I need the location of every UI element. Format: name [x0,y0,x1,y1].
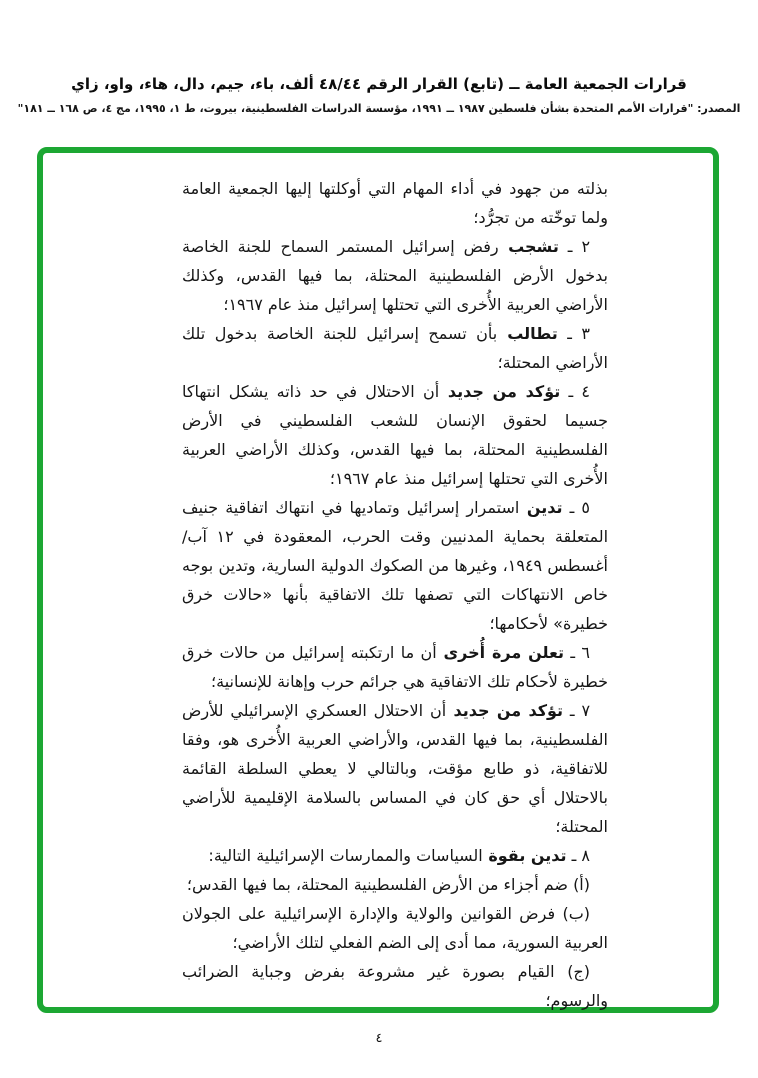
paragraph-text: السياسات والممارسات الإسرائيلية التالية: [208,846,483,865]
body-paragraph [182,899,608,957]
body-paragraph [182,696,608,841]
paragraph-text: أن ما ارتكبته إسرائيل من حالات خرق خطيرة لأحكام تلك الاتفاقية هي جرائم حرب وإهانة للإنسانية؛ [182,643,608,691]
body-paragraph [182,638,608,696]
paragraph-lead: تدين [519,498,563,517]
paragraph-number: ٣ ـ [557,324,591,343]
paragraph-number: ٨ ـ [566,846,590,865]
paragraph-text: (ب) فرض القوانين والولاية والإدارة الإسرائيلية على الجولان العربية السورية، مما أدى إلى الضم الفعلي لتلك الأراضي؛ [182,904,608,952]
source-citation: المصدر: "قرارات الأمم المتحدة بشأن فلسطين ١٩٨٧ ــ ١٩٩١، مؤسسة الدراسات الفلسطينية، بيروت، ط ١، ١٩٩٥، مج ٤، ص ١٦٨ ــ ١٨١" [17,102,741,115]
paragraph-text: (ج) القيام بصورة غير مشروعة بفرض وجباية الضرائب والرسوم؛ [182,962,608,1010]
paragraph-lead: تشجب [498,237,559,256]
paragraph-lead: تدين بقوة [482,846,567,865]
paragraph-lead: تطالب [497,324,558,343]
paragraph-lead: تؤكد من جديد [446,701,564,720]
paragraph-text: رفض إسرائيل المستمر السماح للجنة الخاصة بدخول الأرض الفلسطينية المحتلة، بما فيها القدس، وكذلك الأراضي العربية الأُخرى التي تحتلها إسرائيل منذ عام ١٩٦٧؛ [182,237,608,314]
body-paragraph [182,870,608,899]
body-paragraph [182,957,608,1015]
paragraph-number: ٢ ـ [558,237,591,256]
paragraph-text: أن الاحتلال العسكري الإسرائيلي للأرض الفلسطينية، بما فيها القدس، والأراضي العربية الأُخرى هو، وفقا للاتفاقية، ذو طابع مؤقت، وبالتالي لا يعطي السلطة القائمة بالاحتلال أي حق كان في المساس بالسلامة الإقليمية للأراضي المحتلة؛ [182,701,608,836]
body-paragraph [182,493,608,638]
body-paragraph [182,319,608,377]
body-paragraph [182,232,608,319]
paragraph-number: ٥ ـ [562,498,591,517]
paragraph-lead: تؤكد من جديد [439,382,561,401]
paragraph-text: استمرار إسرائيل وتماديها في انتهاك اتفاقية جنيف المتعلقة بحماية المدنيين وقت الحرب، المعقودة في ١٢ آب/أغسطس ١٩٤٩، وغيرها من الصكوك الدولية السارية، وتدين بوجه خاص الانتهاكات التي تصفها تلك الاتفاقية بأنها «حالات خرق خطيرة» لأحكامها؛ [182,498,609,633]
body-paragraph [182,174,608,232]
paragraph-number: ٦ ـ [564,643,590,662]
paragraph-text: (أ) ضم أجزاء من الأرض الفلسطينية المحتلة، بما فيها القدس؛ [186,875,590,894]
body-paragraph [182,841,608,870]
paragraph-text: بأن تسمح إسرائيل للجنة الخاصة بدخول تلك الأراضي المحتلة؛ [182,324,608,372]
page-number: ٤ [375,1031,383,1046]
paragraph-text: بذلته من جهود في أداء المهام التي أوكلتها إليها الجمعية العامة ولما توخّته من تجرُّد؛ [182,179,608,227]
paragraph-lead: تعلن مرة أُخرى [436,643,565,662]
document-body [182,174,608,1015]
paragraph-number: ٧ ـ [563,701,591,720]
page-title: قرارات الجمعية العامة ــ (تابع) القرار الرقم ٤٨/٤٤ ألف، باء، جيم، دال، هاء، واو، زاي [71,75,687,93]
body-paragraph [182,377,608,493]
paragraph-number: ٤ ـ [560,382,590,401]
paragraph-text: أن الاحتلال في حد ذاته يشكل انتهاكا جسيما لحقوق الإنسان للشعب الفلسطيني في الأرض الفلسطينية المحتلة، بما فيها القدس، وكذلك الأراضي العربية الأُخرى التي تحتلها إسرائيل منذ عام ١٩٦٧؛ [182,382,608,488]
